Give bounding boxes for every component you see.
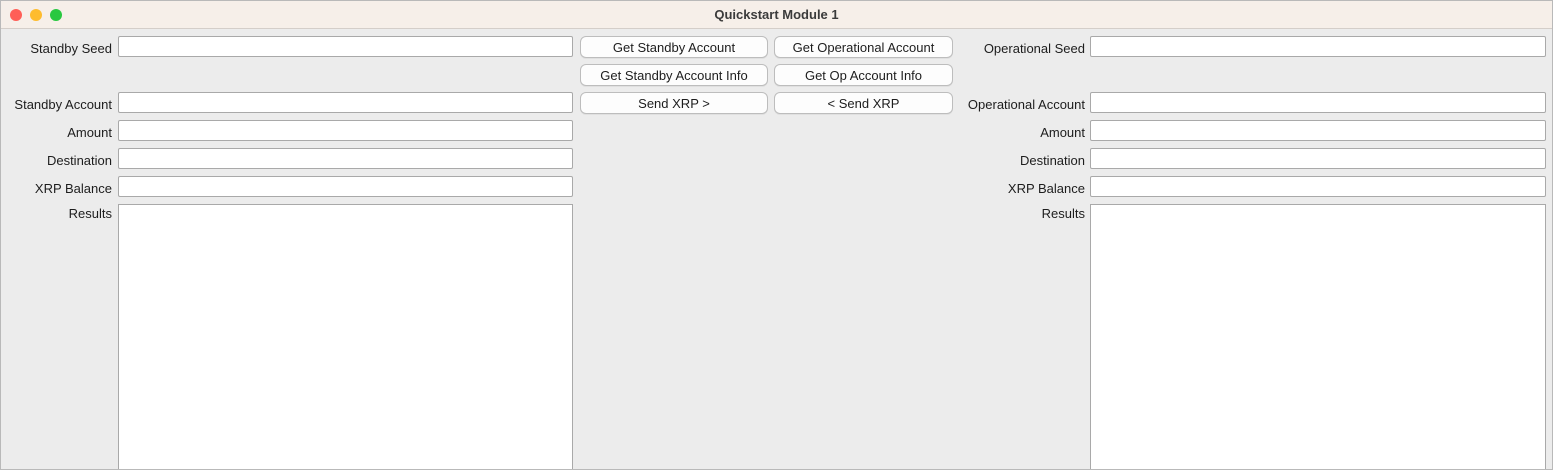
standby-xrp-balance-label: XRP Balance <box>34 181 112 196</box>
operational-seed-label: Operational Seed <box>983 41 1085 56</box>
operational-results-textarea[interactable] <box>1090 204 1546 470</box>
operational-account-label: Operational Account <box>967 97 1085 112</box>
operational-destination-input[interactable] <box>1090 148 1546 169</box>
standby-seed-label: Standby Seed <box>30 41 112 56</box>
standby-xrp-balance-input[interactable] <box>118 176 573 197</box>
operational-results-label: Results <box>1041 206 1085 221</box>
standby-results-textarea[interactable] <box>118 204 573 470</box>
window-title: Quickstart Module 1 <box>714 7 839 22</box>
standby-amount-label: Amount <box>67 125 112 140</box>
operational-xrp-balance-input[interactable] <box>1090 176 1546 197</box>
title-bar <box>1 1 1552 29</box>
standby-destination-label: Destination <box>46 153 112 168</box>
send-xrp-left-button[interactable]: < Send XRP <box>774 92 953 114</box>
window-controls <box>10 9 62 21</box>
operational-seed-input[interactable] <box>1090 36 1546 57</box>
operational-amount-input[interactable] <box>1090 120 1546 141</box>
get-standby-account-info-button[interactable]: Get Standby Account Info <box>580 64 768 86</box>
get-operational-account-button[interactable]: Get Operational Account <box>774 36 953 58</box>
standby-destination-input[interactable] <box>118 148 573 169</box>
operational-account-input[interactable] <box>1090 92 1546 113</box>
standby-results-label: Results <box>68 206 112 221</box>
operational-destination-label: Destination <box>1019 153 1085 168</box>
operational-xrp-balance-label: XRP Balance <box>1007 181 1085 196</box>
minimize-window-icon[interactable] <box>30 9 42 21</box>
send-xrp-right-button[interactable]: Send XRP > <box>580 92 768 114</box>
zoom-window-icon[interactable] <box>50 9 62 21</box>
standby-account-input[interactable] <box>118 92 573 113</box>
standby-seed-input[interactable] <box>118 36 573 57</box>
window-body <box>1 29 1552 470</box>
standby-account-label: Standby Account <box>14 97 112 112</box>
close-window-icon[interactable] <box>10 9 22 21</box>
get-standby-account-button[interactable]: Get Standby Account <box>580 36 768 58</box>
standby-amount-input[interactable] <box>118 120 573 141</box>
operational-amount-label: Amount <box>1040 125 1085 140</box>
get-op-account-info-button[interactable]: Get Op Account Info <box>774 64 953 86</box>
